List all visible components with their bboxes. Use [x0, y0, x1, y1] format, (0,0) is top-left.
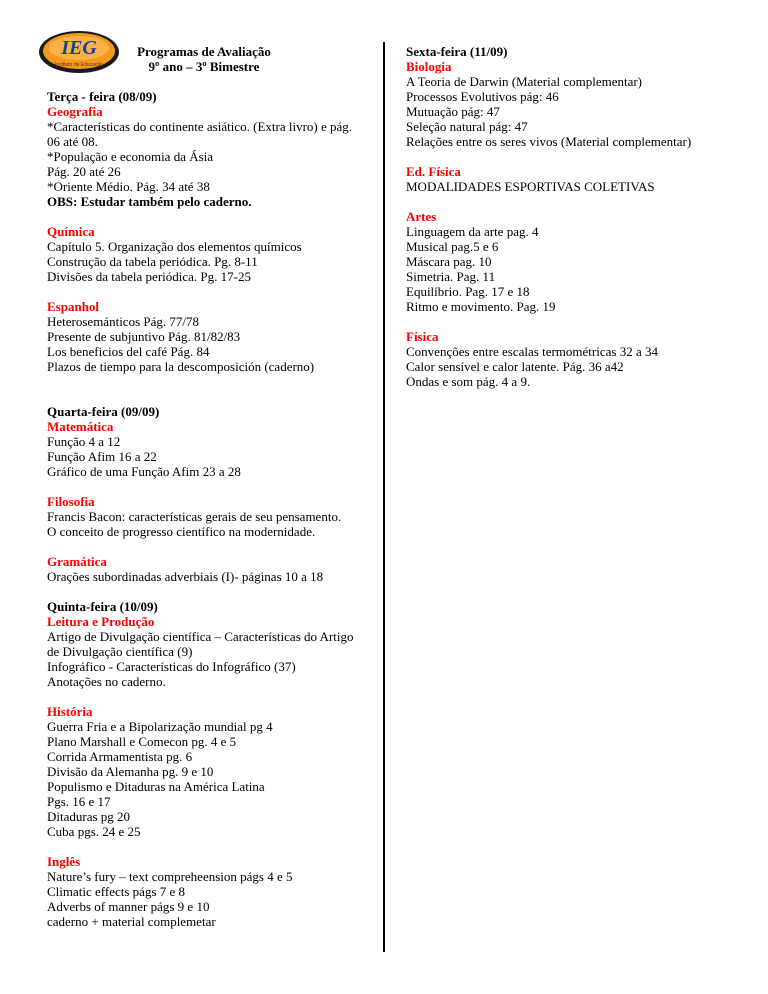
topic-line: Los beneficios del café Pág. 84 [47, 344, 210, 359]
topic-line: Divisões da tabela periódica. Pg. 17-25 [47, 269, 251, 284]
topic-line: Climatic effects págs 7 e 8 [47, 884, 186, 899]
topic-line: caderno + material complemetar [47, 914, 216, 929]
subject-title: Química [47, 224, 95, 239]
subject-title: Ed. Física [406, 164, 461, 179]
topic-line: MODALIDADES ESPORTIVAS COLETIVAS [406, 179, 655, 194]
subject-title: Biologia [406, 59, 452, 74]
subject-quimica [47, 224, 361, 284]
topic-line: Relações entre os seres vivos (Material complementar) [406, 134, 692, 149]
topic-line: Ditaduras pg 20 [47, 809, 131, 824]
topic-line: Adverbs of manner págs 9 e 10 [47, 899, 210, 914]
day-heading-sexta: Sexta-feira (11/09) [406, 44, 508, 59]
subject-title: Gramática [47, 554, 107, 569]
subject-title: Física [406, 329, 439, 344]
topic-line: Musical pag.5 e 6 [406, 239, 499, 254]
topic-line: *Oriente Médio. Pág. 34 até 38 [47, 179, 210, 194]
topic-line: Populismo e Ditaduras na América Latina [47, 779, 265, 794]
day-heading-quarta: Quarta-feira (09/09) [47, 404, 160, 419]
subject-title: Matemática [47, 419, 114, 434]
topic-line: Calor sensível e calor latente. Pág. 36 a42 [406, 359, 624, 374]
topic-line: Orações subordinadas adverbiais (I)- páginas 10 a 18 [47, 569, 324, 584]
day-heading-quinta: Quinta-feira (10/09) [47, 599, 158, 614]
topic-line: Artigo de Divulgação científica – Características do Artigo de Divulgação científica (9) [47, 629, 354, 659]
svg-text:Instituto de Educação: Instituto de Educação [54, 62, 104, 68]
topic-line: Capítulo 5. Organização dos elementos químicos [47, 239, 302, 254]
topic-line: Pág. 20 até 26 [47, 164, 121, 179]
header-subtitle: 9º ano – 3º Bimestre [148, 59, 260, 74]
topic-line: Ondas e som pág. 4 a 9. [406, 374, 531, 389]
topic-line: Ritmo e movimento. Pag. 19 [406, 299, 556, 314]
topic-line: Convenções entre escalas termométricas 32 a 34 [406, 344, 658, 359]
subject-ed-fisica [406, 164, 731, 194]
topic-line: Linguagem da arte pag. 4 [406, 224, 539, 239]
subject-title: Geografia [47, 104, 103, 119]
topic-line: Anotações no caderno. [47, 674, 166, 689]
subject-gramatica [47, 554, 361, 584]
subject-ingles [47, 854, 361, 929]
topic-line: Mutuação pág: 47 [406, 104, 500, 119]
subject-title: Inglês [47, 854, 81, 869]
subject-espanhol [47, 299, 361, 374]
topic-line: Plazos de tiempo para la descomposición (caderno) [47, 359, 315, 374]
subject-title: Filosofia [47, 494, 95, 509]
obs-note: OBS: Estudar também pelo caderno. [47, 194, 252, 209]
subject-leitura-producao [47, 614, 361, 689]
topic-line: Equilíbrio. Pag. 17 e 18 [406, 284, 530, 299]
topic-line: *População e economia da Ásia [47, 149, 214, 164]
topic-line: Simetria. Pag. 11 [406, 269, 496, 284]
topic-line: Pgs. 16 e 17 [47, 794, 111, 809]
subject-fisica [406, 329, 731, 389]
document-header [118, 44, 290, 74]
topic-line: Guerra Fria e a Bipolarização mundial pg 4 [47, 719, 273, 734]
topic-line: Cuba pgs. 24 e 25 [47, 824, 141, 839]
school-logo [36, 26, 122, 76]
topic-line: Nature’s fury – text compreheension págs 4 e 5 [47, 869, 293, 884]
topic-line: Gráfico de uma Função Afim 23 a 28 [47, 464, 241, 479]
topic-line: A Teoria de Darwin (Material complementar) [406, 74, 643, 89]
subject-artes [406, 209, 731, 314]
topic-line: Função Afim 16 a 22 [47, 449, 157, 464]
column-divider [383, 42, 385, 952]
topic-line: *Características do continente asiático. (Extra livro) e pág. 06 até 08. [47, 119, 353, 149]
topic-line: O conceito de progresso científico na modernidade. [47, 524, 316, 539]
header-title: Programas de Avaliação [137, 44, 271, 59]
topic-line: Divisão da Alemanha pg. 9 e 10 [47, 764, 214, 779]
topic-line: Francis Bacon: características gerais de seu pensamento. [47, 509, 342, 524]
subject-matematica [47, 419, 361, 479]
topic-line: Função 4 a 12 [47, 434, 121, 449]
subject-title: Espanhol [47, 299, 100, 314]
topic-line: Plano Marshall e Comecon pg. 4 e 5 [47, 734, 237, 749]
subject-geografia [47, 104, 361, 209]
topic-line: Processos Evolutivos pág: 46 [406, 89, 559, 104]
svg-text:IEG: IEG [61, 37, 97, 59]
topic-line: Seleção natural pág: 47 [406, 119, 528, 134]
topic-line: Máscara pag. 10 [406, 254, 492, 269]
day-heading-terca: Terça - feira (08/09) [47, 89, 157, 104]
topic-line: Infográfico - Características do Infográfico (37) [47, 659, 296, 674]
topic-line: Construção da tabela periódica. Pg. 8-11 [47, 254, 258, 269]
right-column [406, 44, 731, 389]
topic-line: Presente de subjuntivo Pág. 81/82/83 [47, 329, 241, 344]
left-column [47, 89, 361, 929]
subject-title: Leitura e Produção [47, 614, 155, 629]
subject-biologia [406, 59, 731, 149]
subject-historia [47, 704, 361, 839]
subject-title: Artes [406, 209, 437, 224]
subject-filosofia [47, 494, 361, 539]
subject-title: História [47, 704, 93, 719]
topic-line: Corrida Armamentista pg. 6 [47, 749, 193, 764]
topic-line: Heterosemánticos Pág. 77/78 [47, 314, 199, 329]
